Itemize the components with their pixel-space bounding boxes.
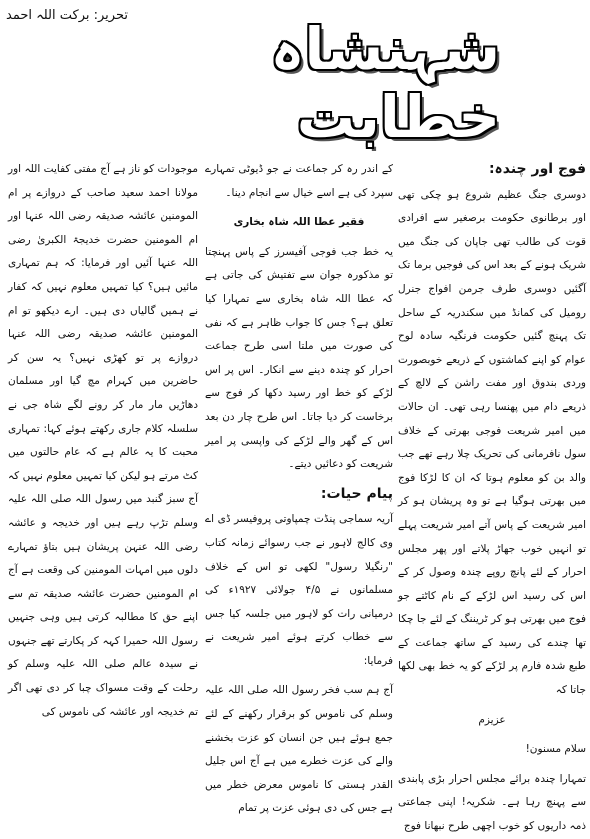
section-heading-message-of-life: پیام حیات:: [320, 485, 393, 502]
middle-column: [205, 158, 393, 815]
right-column: [398, 158, 586, 833]
masthead-title: [100, 15, 500, 151]
letter-continuation: کے اندر رہ کر جماعت نے جو ڈیوٹی تمہارے سپرد کی ہے اسے خیال سے انجام دینا۔: [205, 163, 393, 199]
middle-column-body-2: آریہ سماجی پنڈت چمپاوتی پروفیسر ڈی اے وی کالج لاہور نے جب رسوائے زمانہ کتاب "رنگیلا رسول" لکھی تو اس کے خلاف مسلمانوں نے ۴/۵ جولائی ۱۹۲۷ء کی درمیانی رات کو لاہور میں جلسہ کیا جس سے خطاب کرتے ہوئے امیر شریعت نے فرمایا:: [205, 513, 393, 667]
section-heading-army-donation: فوج اور چندہ:: [488, 161, 586, 177]
byline: تحریر: برکت اللہ احمد: [6, 8, 128, 23]
left-column-body: موجودات کو ناز ہے آج مفتی کفایت اللہ اور مولانا احمد سعید صاحب کے دروازے پر ام المومنین عائشہ صدیقہ رضی اللہ عنہا اور ام المومنین حضرت خدیجۃ الکبریٰ رضی اللہ عنہا آئیں اور فرمایا: کہ ہم تمہاری مائیں ہیں؟ کیا تمہیں معلوم نہیں کہ کفار نے ہمیں گالیاں دی ہیں۔ ارے دیکھو تو ام المومنین عائشہ صدیقہ رضی اللہ عنہا دروازے پر تو کھڑی نہیں؟ یہ سن کر حاضرین میں کہرام مچ گیا اور مسلمان دھاڑیں مار مار کر رونے لگے شاہ جی نے سلسلہ کلام جاری رکھتے ہوئے کہا: تمہاری محبت کا یہ عالم ہے کہ عام حالتوں میں کٹ مرتے ہو لیکن کیا تمہیں معلوم نہیں کہ آج سبز گنبد میں رسول اللہ صلی اللہ علیہ وسلم تڑپ رہے ہیں اور خدیجہ و عائشہ رضی اللہ عنہن پریشان ہیں بتاؤ تمہارے دلوں میں امہات المومنین کی وقعت ہے آج ام المومنین حضرت عائشہ صدیقہ تم سے اپنے حق کا مطالبہ کرتی ہیں وہی جنہیں رسول اللہ حمیرا کہہ کر پکارتے تھے جنہوں نے سیدہ عالم صلی اللہ علیہ وسلم کو رحلت کے وقت مسواک چبا کر دی تھی اگر تم خدیجہ اور عائشہ کی ناموس کی: [8, 163, 198, 718]
left-column: [8, 158, 198, 774]
letter-body: تمہارا چندہ برائے مجلس احرار بڑی پابندی سے پہنچ رہا ہے۔ شکریہ! اپنی جماعتی ذمہ داریوں کو خوب اچھی طرح نبھانا فوج: [398, 772, 586, 833]
letter-signature: فقیر عطا اللہ شاہ بخاری: [233, 216, 365, 229]
letter-greeting: سلام مسنون!: [525, 743, 586, 756]
right-column-body: دوسری جنگ عظیم شروع ہو چکی تھی اور برطانوی حکومت برصغیر سے افرادی قوت کی طالب تھی جاپان کی جنگ میں شریک ہونے کے بعد اس کی فوجیں برما تک آگئیں دوسری طرف جرمن افواج جنرل رومیل کی کمانڈ میں سکندریہ کے ساحل تک پہنچ گئیں حکومت فرنگیہ سادہ لوح عوام کو اپنے کماشتوں کے ذریعے خوبصورت وردی بندوق اور مفت راشن کے لالچ کے ذریعے دام میں پھنسا رہی تھی۔ ان حالات میں امیر شریعت فوجی بھرتی کے خلاف سول نافرمانی کی تحریک چلا رہے تھے جب والد بن کو معلوم ہوتا کہ ان کا لڑکا فوج میں بھرتی ہوگیا ہے تو وہ پریشان ہو کر امیر شریعت کے پاس آتے امیر شریعت پہلے تو انہیں خوب جھاڑ پلاتے اور پھر مجلس احرار کے لئے پانچ روپے چندہ وصول کر کے اس کی رسید اس لڑکے کے نام کاٹتے جو فوج میں بھرتی ہو کر ٹریننگ کے لئے جا چکا تھا چندے کی رسید کے ساتھ جماعت کے طبع شدہ فارم پر لڑکے کو یہ خط بھی لکھا جاتا کہ: [398, 188, 586, 697]
middle-column-body: یہ خط جب فوجی آفیسرز کے پاس پہنچتا تو مذکورہ جوان سے تفتیش کی جاتی ہے کہ عطا اللہ شاہ بخاری سے تمہارا کیا تعلق ہے؟ جس کا جواب ظاہر ہے کہ نفی کی صورت میں ملتا اسی طرح جماعت احرار کو چندہ دینے سے انکار۔ اس پر اس لڑکے کو خط اور رسید دکھا کر فوج سے برخاست کر دیا جاتا۔ اس طرح چار دن بعد اس کے گھر والے لڑکے کی واپسی پر امیر شریعت کو دعائیں دیتے۔: [205, 245, 393, 471]
letter-salutation: عزیزم: [478, 713, 506, 726]
speech-quote: آج ہم سب فخر رسول اللہ صلی اللہ علیہ وسلم کی ناموس کو برقرار رکھنے کے لئے جمع ہوئے ہیں جن انسان کو عزت بخشنے والے کی عزت خطرے میں ہے آج اس جلیل القدر ہستی کا ناموس معرض خطر میں ہے جس کی دی ہوئی عزت پر تمام: [205, 684, 393, 815]
title-text: شہنشاہ خطابت: [270, 15, 500, 151]
